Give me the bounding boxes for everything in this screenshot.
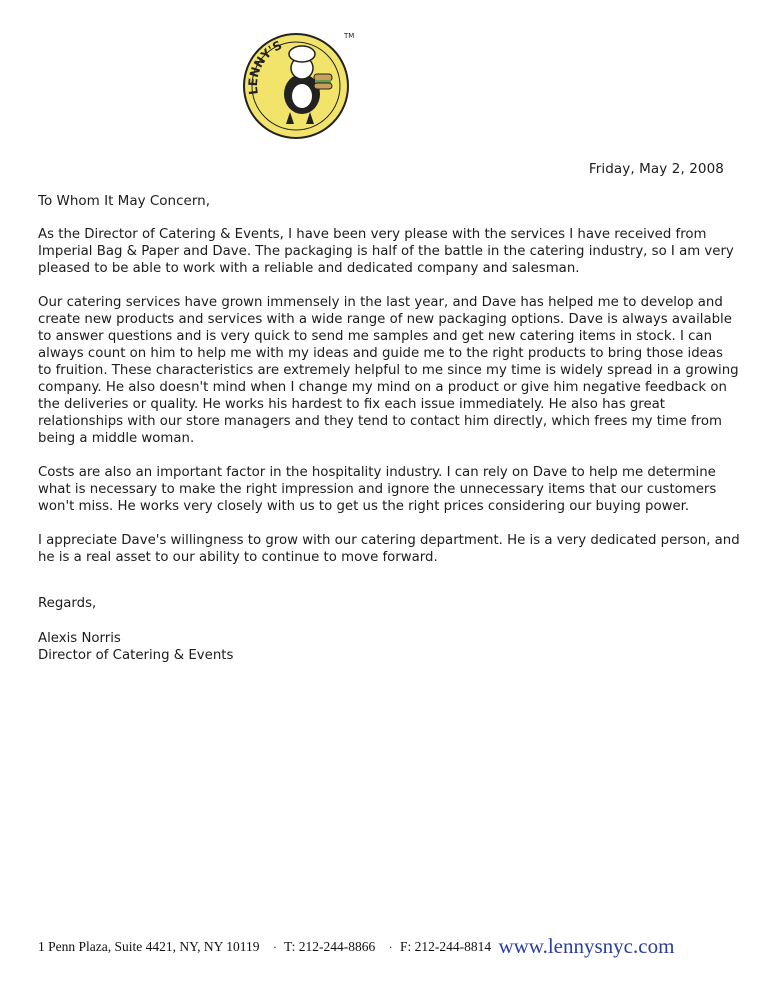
signer-title: Director of Catering & Events — [38, 648, 234, 663]
letter-paragraph: Costs are also an important factor in the hospitality industry. I can rely on Dave to help me determine what is necessary to make the right impression and ignore the unnecessary items that our customers won't miss. He works very closely with us to get us the right prices considering our buying power. — [38, 465, 717, 514]
letter-closing-block — [38, 595, 233, 664]
logo-brand-text: LENNY'S — [245, 37, 285, 96]
letter-body — [38, 226, 740, 583]
footer-separator: · — [388, 940, 393, 954]
footer-separator: · — [272, 940, 277, 954]
lennys-logo — [240, 24, 358, 144]
letter-closing: Regards, — [38, 596, 97, 611]
footer-fax: F: 212-244-8814 — [399, 939, 492, 954]
letter-salutation: To Whom It May Concern, — [38, 193, 211, 209]
letter-paragraph: Our catering services have grown immensely in the last year, and Dave has helped me to develop and create new products and services with a wide range of new packaging options. Dave is always available to answer questions and is very quick to send me samples and get new catering items in stock. I can always count on him to help me with my ideas and guide me to the right products to bring those ideas to fruition. These characteristics are extremely helpful to me since my time is widely spread in a growing company. He also doesn't mind when I change my mind on a product or give him negative feedback on the deliveries or quality. He works his hardest to fix each issue immediately. He also has great relationships with our store managers and they tend to contact him directly, which frees my time from being a middle woman. — [38, 295, 739, 446]
footer-address: 1 Penn Plaza, Suite 4421, NY, NY 10119 — [38, 939, 260, 954]
trademark-mark: TM — [344, 32, 355, 40]
signer-name: Alexis Norris — [38, 631, 121, 646]
letterhead-footer — [38, 934, 674, 959]
footer-website-link[interactable]: www.lennysnyc.com — [498, 934, 675, 958]
footer-phone: T: 212-244-8866 — [284, 939, 376, 954]
letter-paragraph: I appreciate Dave's willingness to grow with our catering department. He is a very dedicated person, and he is a real asset to our ability to continue to move forward. — [38, 533, 740, 565]
letter-date: Friday, May 2, 2008 — [588, 161, 724, 177]
letter-paragraph: As the Director of Catering & Events, I have been very please with the services I have received from Imperial Bag & Paper and Dave. The packaging is half of the battle in the catering industry, so I am very pleased to be able to work with a reliable and dedicated company and salesman. — [38, 227, 734, 276]
